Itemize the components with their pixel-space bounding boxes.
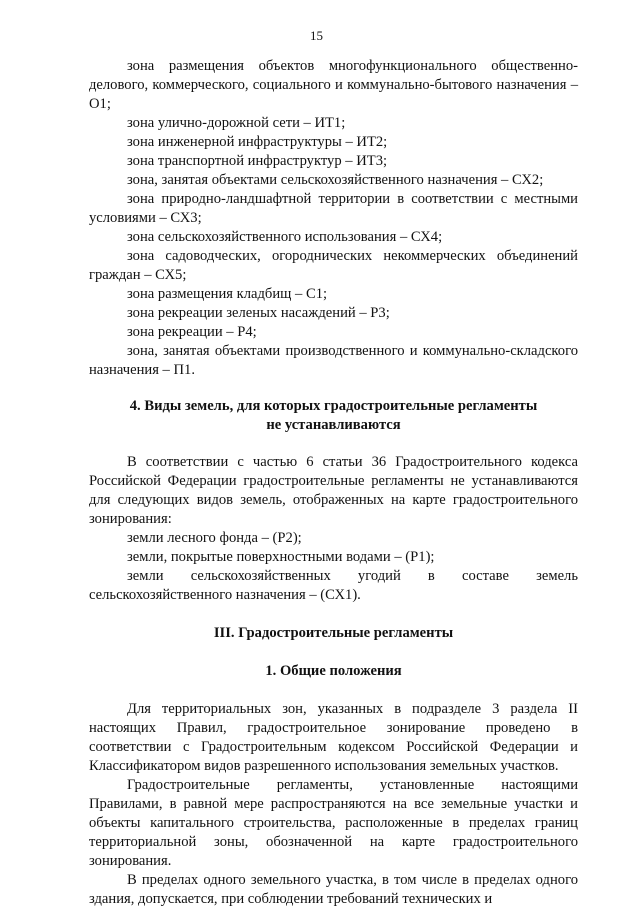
land-type-item: земли, покрытые поверхностными водами – (Р1); — [127, 549, 435, 565]
land-type-item: земли лесного фонда – (Р2); — [127, 530, 302, 546]
zone-list-item: зона, занятая объектами сельскохозяйственного назначения – СХ2; — [127, 172, 544, 188]
zone-list-item: зона инженерной инфраструктуры – ИТ2; — [127, 134, 388, 150]
zone-list — [89, 57, 578, 380]
section-4-heading-line-2: не устанавливаются — [266, 417, 401, 433]
section-4-heading-line-1: 4. Виды земель, для которых градостроительные регламенты — [129, 398, 538, 414]
zone-list-item: зона природно-ландшафтной территории в соответствии с местными условиями – СХ3; — [89, 191, 578, 226]
land-type-item: земли сельскохозяйственных угодий в составе земель сельскохозяйственного назначения – (СХ1). — [89, 568, 578, 603]
zone-list-item: зона сельскохозяйственного использования – СХ4; — [127, 229, 443, 245]
section-4-heading — [89, 397, 578, 435]
zone-list-item: зона, занятая объектами производственного и коммунально-складского назначения – П1. — [89, 343, 578, 378]
paragraph: В пределах одного земельного участка, в том числе в пределах одного здания, допускается, при соблюдении требований технических и — [89, 872, 578, 907]
zone-list-item: зона садоводческих, огороднических некоммерческих объединений граждан – СХ5; — [89, 248, 578, 283]
document-body — [89, 57, 578, 909]
page-number: 15 — [310, 28, 323, 43]
zone-list-item: зона размещения объектов многофункционального общественно-делового, коммерческого, социального и коммунально-бытового назначения – О1; — [89, 58, 578, 112]
zone-list-item: зона транспортной инфраструктур – ИТ3; — [127, 153, 388, 169]
subsection-1-heading: 1. Общие положения — [265, 663, 402, 679]
paragraph: Градостроительные регламенты, установленные настоящими Правилами, в равной мере распространяются на все земельные участки и объекты капитального строительства, расположенные в пределах границ территориальной зоны, обозначенной на карте градостроительного зонирования. — [89, 777, 578, 869]
section-4-intro: В соответствии с частью 6 статьи 36 Градостроительного кодекса Российской Федерации градостроительные регламенты не устанавливаются для следующих видов земель, отображенных на карте градостроительного зонирования: — [89, 454, 578, 527]
zone-list-item: зона улично-дорожной сети – ИТ1; — [127, 115, 346, 131]
zone-list-item: зона рекреации зеленых насаждений – Р3; — [127, 305, 390, 321]
zone-list-item: зона рекреации – Р4; — [127, 324, 257, 340]
paragraph: Для территориальных зон, указанных в подразделе 3 раздела II настоящих Правил, градостроительное зонирование проведено в соответствии с Градостроительным кодексом Российской Федерации и Классификатором видов разрешенного использования земельных участков. — [89, 701, 578, 774]
section-3-heading: III. Градостроительные регламенты — [213, 625, 454, 641]
zone-list-item: зона размещения кладбищ – С1; — [127, 286, 328, 302]
